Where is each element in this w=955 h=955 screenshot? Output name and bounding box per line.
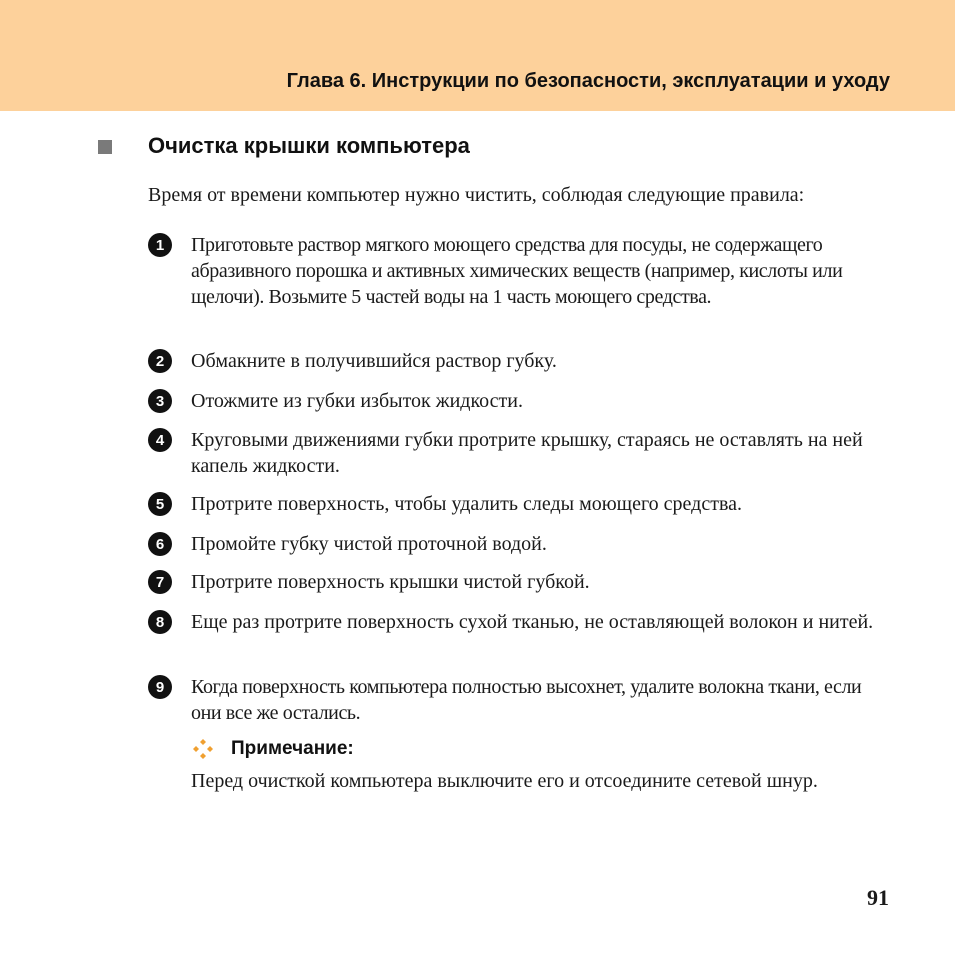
step-text: Когда поверхность компьютера полностью высохнет, удалите волокна ткани, если они все же остались. <box>191 676 862 724</box>
step-number-8-icon: 8 <box>148 610 172 634</box>
section-bullet-icon <box>98 140 112 154</box>
list-item <box>148 388 893 414</box>
step-text: Протрите поверхность крышки чистой губкой. <box>191 571 590 593</box>
step-text: Протрите поверхность, чтобы удалить следы моющего средства. <box>191 493 742 515</box>
list-item <box>148 491 893 517</box>
step-number-6-icon: 6 <box>148 532 172 556</box>
note-title: Примечание: <box>231 738 354 759</box>
step-text: Промойте губку чистой проточной водой. <box>191 533 547 555</box>
step-number-1-icon: 1 <box>148 233 172 257</box>
step-number-5-icon: 5 <box>148 492 172 516</box>
step-text: Отожмите из губки избыток жидкости. <box>191 390 523 412</box>
list-item <box>148 531 893 557</box>
step-number-3-icon: 3 <box>148 389 172 413</box>
list-item <box>148 348 893 374</box>
list-item <box>148 674 893 726</box>
chapter-title: Глава 6. Инструкции по безопасности, эксплуатации и уходу <box>286 70 890 92</box>
section-title: Очистка крышки компьютера <box>148 133 470 158</box>
list-item <box>148 427 893 479</box>
page-header <box>0 0 955 111</box>
step-text: Еще раз протрите поверхность сухой тканью, не оставляющей волокон и нитей. <box>191 611 874 633</box>
page-number: 91 <box>867 885 889 910</box>
step-text: Приготовьте раствор мягкого моющего средства для посуды, не содержащего абразивного порошка и активных химических веществ (например, кислоты или щелочи). Возьмите 5 частей воды на 1 часть моющего средства. <box>191 234 843 308</box>
step-number-4-icon: 4 <box>148 428 172 452</box>
step-number-7-icon: 7 <box>148 570 172 594</box>
note-heading <box>192 738 354 760</box>
step-text: Обмакните в получившийся раствор губку. <box>191 350 557 372</box>
list-item <box>148 569 893 595</box>
intro-paragraph: Время от времени компьютер нужно чистить, соблюдая следующие правила: <box>148 184 805 206</box>
diamond-note-icon <box>192 738 214 760</box>
step-number-9-icon: 9 <box>148 675 172 699</box>
note-text: Перед очисткой компьютера выключите его и отсоедините сетевой шнур. <box>191 770 818 792</box>
step-number-2-icon: 2 <box>148 349 172 373</box>
step-text: Круговыми движениями губки протрите крышку, стараясь не оставлять на ней капель жидкости. <box>191 429 863 477</box>
list-item <box>148 232 893 310</box>
list-item <box>148 609 893 635</box>
